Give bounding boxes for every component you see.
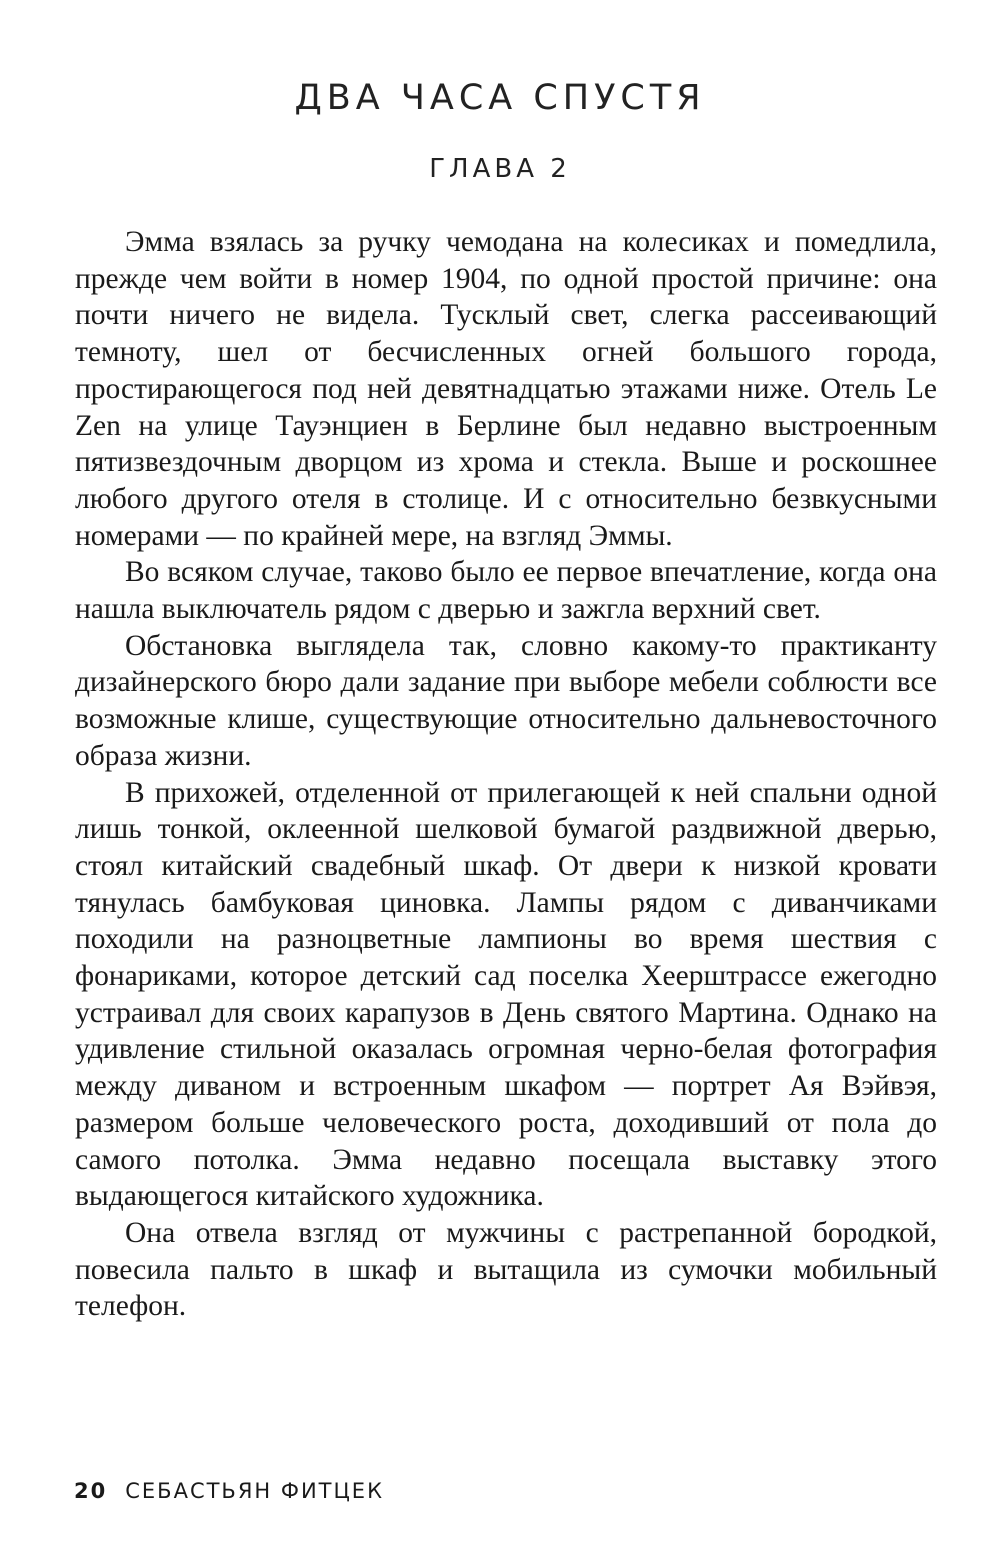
running-footer-author: СЕБАСТЬЯН ФИТЦЕК [125,1479,384,1503]
chapter-title: ГЛАВА 2 [429,154,571,184]
body-text [75,224,937,1325]
paragraph: Во всяком случае, таково было ее первое впечатление, когда она нашла выключатель рядом с дверью и зажгла верхний свет. [75,556,937,626]
paragraph: Она отвела взгляд от мужчины с растрепанной бородкой, повесила пальто в шкаф и вытащила из сумочки мобильный телефон. [75,1216,937,1323]
paragraph: Обстановка выглядела так, словно какому-то практиканту дизайнерского бюро дали задание при выборе мебели соблюсти все возможные клише, существующие относительно дальневосточного образа жизни. [75,629,937,772]
page-number: 20 [74,1479,108,1503]
paragraph: Эмма взялась за ручку чемодана на колесиках и помедлила, прежде чем войти в номер 1904, по одной простой причине: она почти ничего не видела. Тусклый свет, слегка рассеивающий темноту, шел от бесчисленных огней большого города, простирающегося под ней девятнадцатью этажами ниже. Отель Le Zen на улице Тауэнциен в Берлине был недавно выстроенным пятизвездочным дворцом из хрома и стекла. Выше и роскошнее любого другого отеля в столице. И с относительно безвкусными номерами — по крайней мере, на взгляд Эммы. [75,226,937,552]
page-footer [74,1479,384,1503]
paragraph: В прихожей, отделенной от прилегающей к ней спальни одной лишь тонкой, оклеенной шелковой бумагой раздвижной дверью, стоял китайский свадебный шкаф. От двери к низкой кровати тянулась бамбуковая циновка. Лампы рядом с диванчиками походили на разноцветные лампионы во время шествия с фонариками, которое детский сад поселка Хеерштрассе ежегодно устраивал для своих карапузов в День святого Мартина. Однако на удивление стильной оказалась огромная черно-белая фотография между диваном и встроенным шкафом — портрет Ая Вэйвэя, размером больше человеческого роста, доходивший от пола до самого потолка. Эмма недавно посещала выставку этого выдающегося китайского художника. [75,776,937,1213]
section-title: ДВА ЧАСА СПУСТЯ [294,78,706,118]
